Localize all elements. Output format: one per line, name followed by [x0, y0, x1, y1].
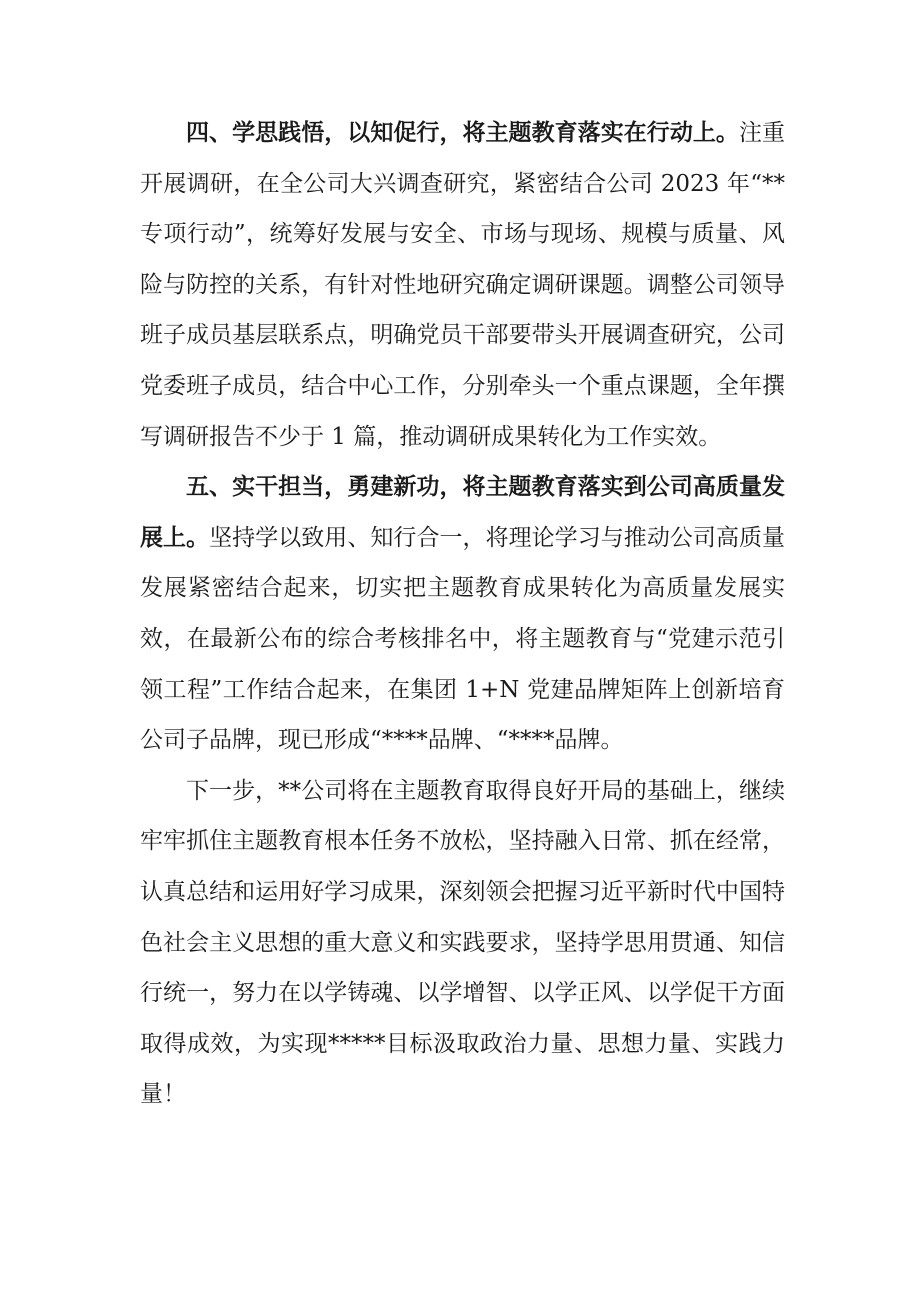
paragraph-4	[140, 108, 785, 462]
paragraph-5-body: 坚持学以致用、知行合一，将理论学习与推动公司高质量发展紧密结合起来，切实把主题教育成果转化为高质量发展实效，在最新公布的综合考核排名中，将主题教育与“党建示范引领工程”工作结合起来，在集团 1+N 党建品牌矩阵上创新培育公司子品牌，现已形成“****品牌、“****品牌。	[140, 524, 786, 754]
paragraph-next-steps-body: 下一步，**公司将在主题教育取得良好开局的基础上，继续牢牢抓住主题教育根本任务不放松，坚持融入日常、抓在经常，认真总结和运用好学习成果，深刻领会把握习近平新时代中国特色社会主义思想的重大意义和实践要求，坚持学思用贯通、知信行统一，努力在以学铸魂、以学增智、以学正风、以学促干方面取得成效，为实现*****目标汲取政治力量、思想力量、实践力量！	[140, 777, 785, 1108]
document-page	[140, 108, 785, 1120]
paragraph-5	[140, 462, 785, 766]
paragraph-4-body: 注重开展调研，在全公司大兴调查研究，紧密结合公司 2023 年“**专项行动”，统筹好发展与安全、市场与现场、规模与质量、风险与防控的关系，有针对性地研究确定调研课题。调整公司领导班子成员基层联系点，明确党员干部要带头开展调查研究，公司党委班子成员，结合中心工作，分别牵头一个重点课题，全年撰写调研报告不少于 1 篇，推动调研成果转化为工作实效。	[140, 120, 786, 450]
paragraph-4-heading: 四、学思践悟，以知促行，将主题教育落实在行动上。	[186, 120, 739, 146]
paragraph-next-steps	[140, 766, 785, 1120]
paragraph-5-heading: 五、实干担当，勇建新功，将主题教育落实到公司高质量发展上。	[140, 474, 785, 551]
